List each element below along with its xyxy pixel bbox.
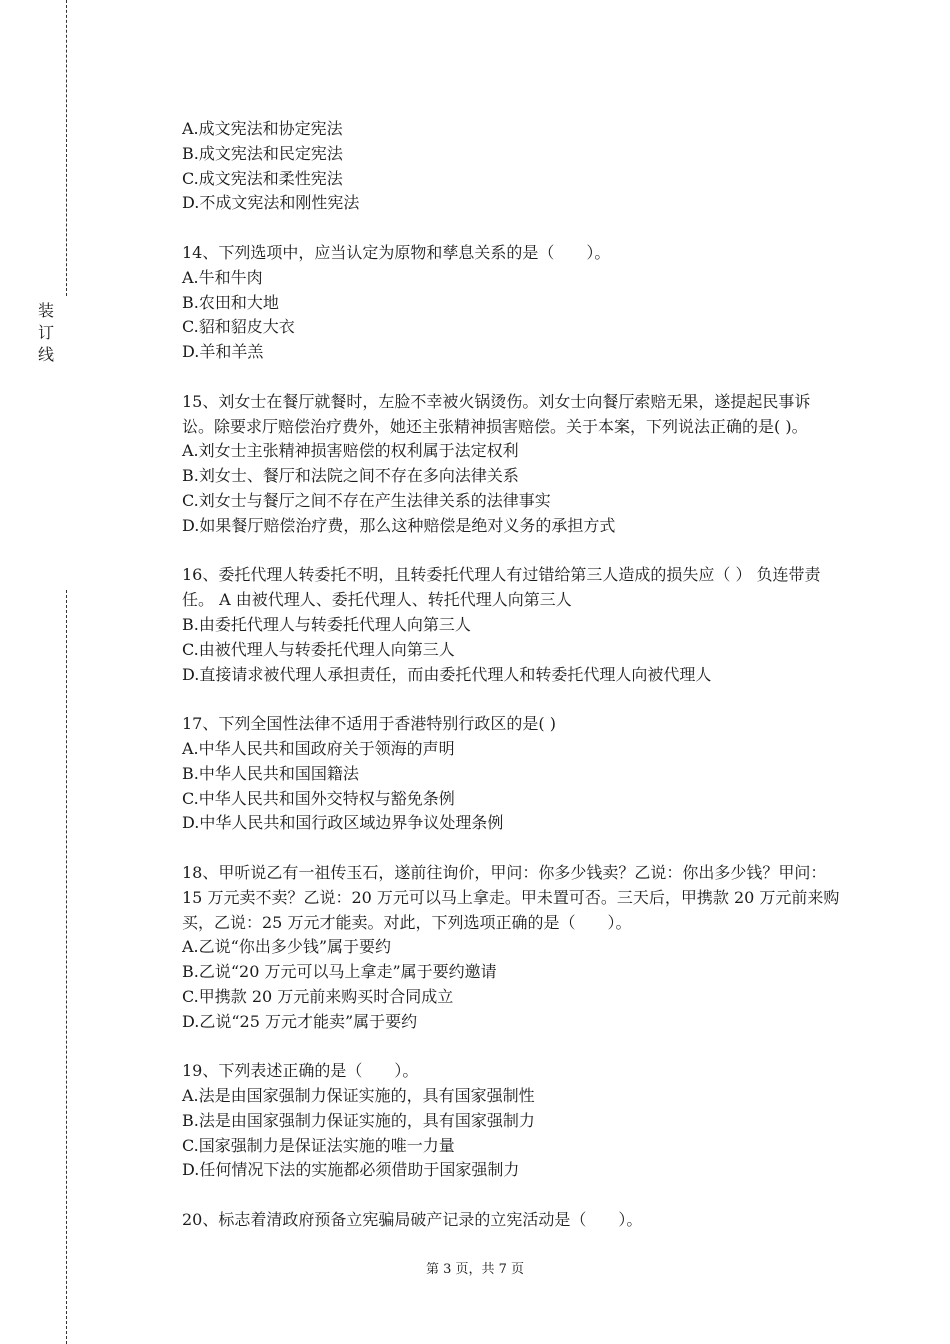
binding-dashed-line-bottom (66, 590, 67, 1344)
question-stem: 讼。除要求厅赔偿治疗费外，她还主张精神损害赔偿。关于本案，下列说法正确的是( )。 (182, 416, 808, 436)
question-stem: 18、甲听说乙有一祖传玉石，遂前往询价，甲问：你多少钱卖？乙说：你出多少钱？甲问： (182, 862, 827, 882)
question-15 (182, 390, 842, 539)
option-c: C.中华人民共和国外交特权与豁免条例 (182, 788, 455, 808)
option-a: A.成文宪法和协定宪法 (182, 119, 343, 138)
option-a: A.刘女士主张精神损害赔偿的权利属于法定权利 (182, 441, 519, 461)
question-stem: 14、下列选项中，应当认定为原物和孳息关系的是（ ）。 (182, 242, 611, 262)
option-c: C.国家强制力是保证法实施的唯一力量 (182, 1135, 455, 1155)
question-stem: 15 万元卖不卖？乙说：20 万元可以马上拿走。甲未置可否。三天后，甲携款 20 万元前来购 (182, 887, 840, 907)
option-d: D.直接请求被代理人承担责任，而由委托代理人和转委托代理人向被代理人 (182, 664, 712, 684)
question-stem: 16、委托代理人转委托不明，且转委托代理人有过错给第三人造成的损失应（ ） 负连带责 (182, 565, 821, 585)
binding-label-char: 订 (37, 323, 54, 342)
option-a: A.牛和牛肉 (182, 267, 263, 287)
option-c: C.由被代理人与转委托代理人向第三人 (182, 639, 455, 659)
option-d: D.如果餐厅赔偿治疗费，那么这种赔偿是绝对义务的承担方式 (182, 515, 616, 535)
question-20 (182, 1208, 842, 1233)
question-stem: 任。 A 由被代理人、委托代理人、转托代理人向第三人 (182, 590, 572, 610)
option-c: C.刘女士与餐厅之间不存在产生法律关系的法律事实 (182, 490, 551, 510)
question-list (182, 117, 842, 1258)
question-stem: 15、刘女士在餐厅就餐时，左脸不幸被火锅烫伤。刘女士向餐厅索赔无果，遂提起民事诉 (182, 391, 811, 411)
binding-label-char: 线 (37, 345, 54, 364)
option-c: C.甲携款 20 万元前来购买时合同成立 (182, 986, 454, 1006)
question-stem: 20、标志着清政府预备立宪骗局破产记录的立宪活动是（ ）。 (182, 1210, 643, 1230)
question-stem: 买，乙说：25 万元才能卖。对此，下列选项正确的是（ ）。 (182, 912, 632, 932)
question-17 (182, 712, 842, 836)
option-b: B.乙说“20 万元可以马上拿走”属于要约邀请 (182, 962, 497, 982)
binding-label (36, 300, 56, 366)
option-c: C.貂和貂皮大衣 (182, 317, 295, 337)
option-b: B.刘女士、餐厅和法院之间不存在多向法律关系 (182, 466, 519, 486)
binding-label-char: 装 (37, 301, 54, 320)
option-b: B.由委托代理人与转委托代理人向第三人 (182, 614, 471, 634)
option-b: B.中华人民共和国国籍法 (182, 763, 359, 783)
option-a: A.法是由国家强制力保证实施的，具有国家强制性 (182, 1086, 535, 1106)
option-d: D.乙说“25 万元才能卖”属于要约 (182, 1011, 418, 1031)
question-stem: 19、下列表述正确的是（ ）。 (182, 1061, 419, 1081)
option-b: B.农田和大地 (182, 292, 279, 312)
option-d: D.羊和羊羔 (182, 342, 264, 362)
option-d: D.不成文宪法和刚性宪法 (182, 193, 360, 213)
question-19 (182, 1059, 842, 1183)
question-stem: 17、下列全国性法律不适用于香港特别行政区的是( ) (182, 714, 556, 734)
option-d: D.中华人民共和国行政区域边界争议处理条例 (182, 813, 504, 833)
option-b: B.法是由国家强制力保证实施的，具有国家强制力 (182, 1110, 535, 1130)
option-a: A.乙说“你出多少钱”属于要约 (182, 937, 392, 957)
question-16 (182, 563, 842, 687)
page-number: 第 3 页，共 7 页 (425, 1262, 525, 1277)
binding-dashed-line-top (66, 0, 67, 296)
option-a: A.中华人民共和国政府关于领海的声明 (182, 738, 455, 758)
question-14 (182, 241, 842, 365)
question-13-options (182, 117, 842, 216)
option-b: B.成文宪法和民定宪法 (182, 143, 343, 163)
option-d: D.任何情况下法的实施都必须借助于国家强制力 (182, 1160, 520, 1180)
question-18 (182, 861, 842, 1035)
option-c: C.成文宪法和柔性宪法 (182, 168, 343, 188)
